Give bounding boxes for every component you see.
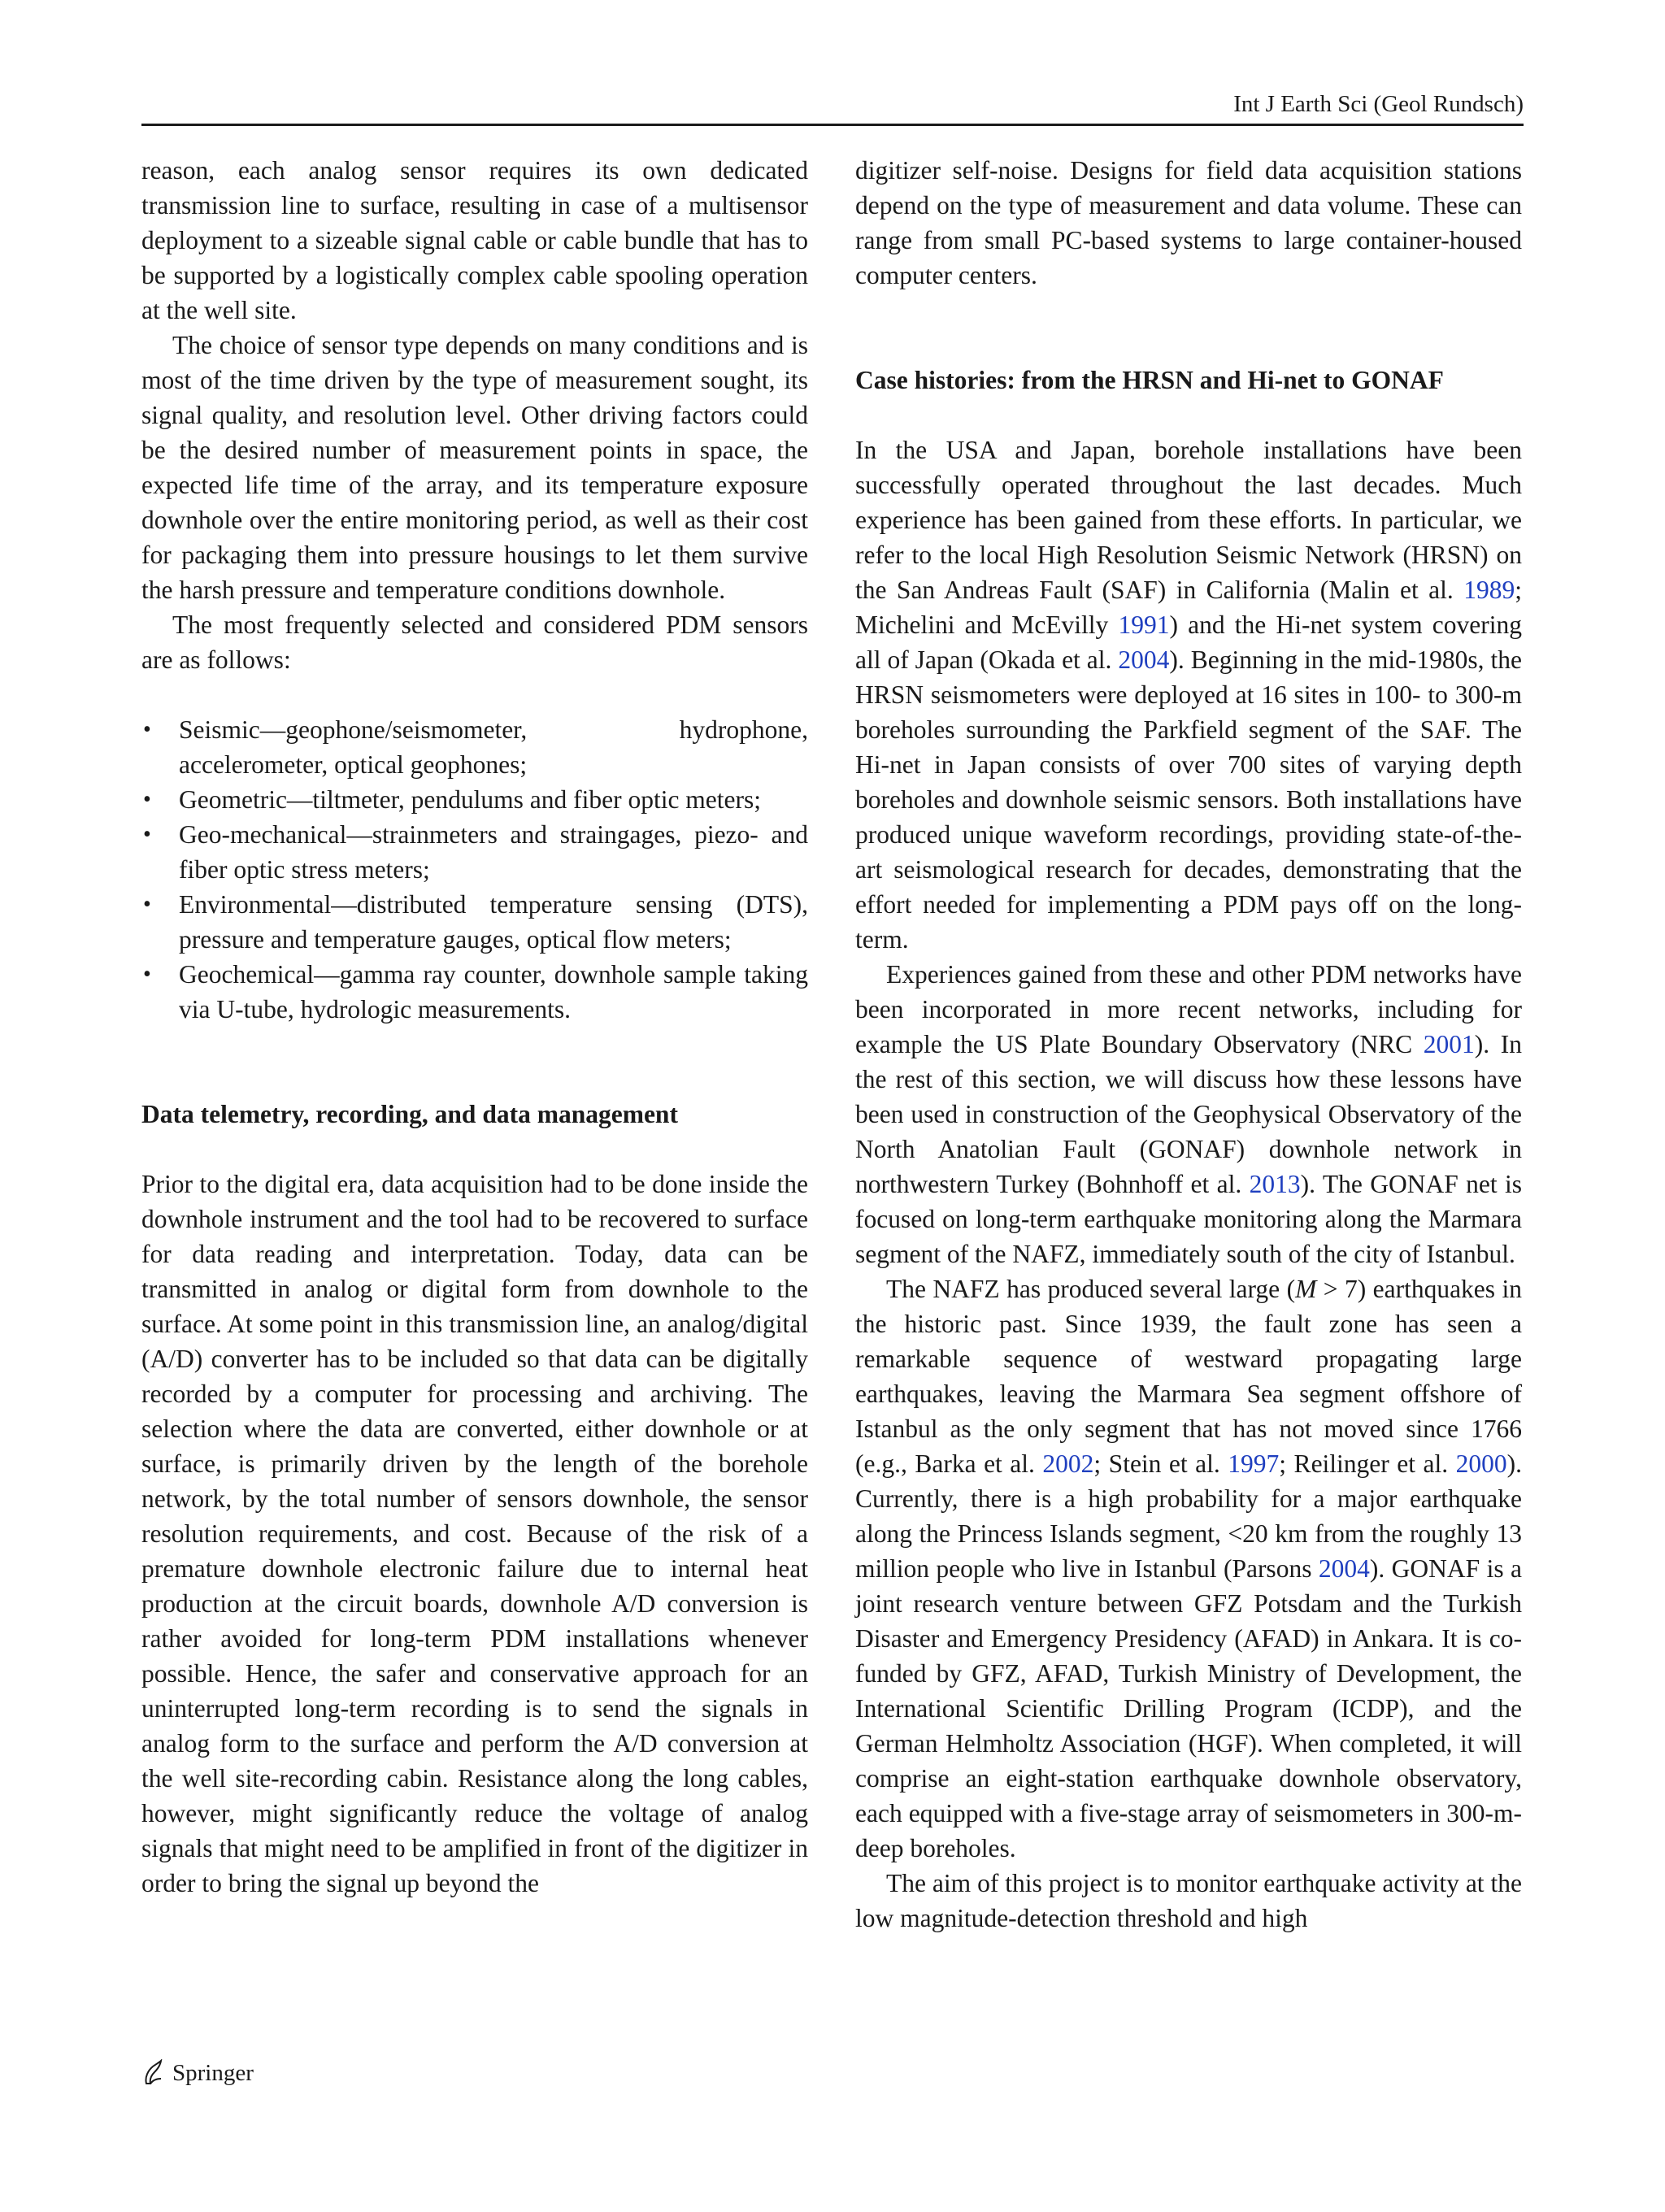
bullet: • [143, 787, 151, 812]
magnitude-symbol: M [1295, 1275, 1317, 1303]
citation-link[interactable]: 1997 [1228, 1449, 1280, 1478]
citation-link[interactable]: 2002 [1042, 1449, 1094, 1478]
bullet: • [143, 822, 151, 847]
running-header [141, 88, 1524, 126]
springer-logo-icon [141, 2059, 166, 2087]
citation-link[interactable]: 2004 [1318, 1554, 1370, 1583]
page-footer [141, 2055, 254, 2091]
right-paragraph-1: digitizer self-noise. Designs for field data acquisition stations depend on the type of measurement and data volume. These can range from small PC-based systems to large container-housed computer centers. [855, 156, 1522, 289]
right-paragraph-4: The NAFZ has produced several large (M > 7) earthquakes in the historic past. Since 1939, the fault zone has seen a remarkable sequence of westward propagating large earthquakes, leaving the Marmara Sea segment offshore of Istanbul as the only segment that has not moved since 1766 (e.g., Barka et al. 2002; Stein et al. 1997; Reilinger et al. 2000). Currently, there is a high probability for a major earthquake along the Princess Islands segment, <20 km from the roughly 13 million people who live in Istanbul (Parsons 2004). GONAF is a joint research venture between GFZ Potsdam and the Turkish Disaster and Emergency Presidency (AFAD) in Ankara. It is co-funded by GFZ, AFAD, Turkish Ministry of Development, the International Scientific Drilling Program (ICDP), and the German Helmholtz Association (HGF). When completed, it will comprise an eight-station earthquake downhole observatory, each equipped with a five-stage array of seismometers in 300-m-deep boreholes. [855, 1275, 1522, 1862]
bullet: • [143, 892, 151, 917]
left-paragraph-2: The choice of sensor type depends on many conditions and is most of the time driven by the type of measurement sought, its signal quality, and resolution level. Other driving factors could be the desired number of measurement points in space, the expected life time of the array, and its temperature exposure downhole over the entire monitoring period, as well as their cost for packaging them into pressure housings to let them survive the harsh pressure and temperature conditions downhole. [141, 331, 808, 604]
bullet: • [143, 962, 151, 987]
left-paragraph-1: reason, each analog sensor requires its own dedicated transmission line to surface, resulting in case of a multisensor deployment to a sizeable signal cable or cable bundle that has to be supported by a logistically complex cable spooling operation at the well site. [141, 156, 808, 324]
citation-link[interactable]: 1991 [1118, 611, 1170, 639]
citation-link[interactable]: 2004 [1118, 645, 1170, 674]
bullet: • [143, 717, 151, 742]
left-paragraph-3: The most frequently selected and considered PDM sensors are as follows: [141, 611, 808, 674]
right-paragraph-3: Experiences gained from these and other PDM networks have been incorporated in more recent networks, including for example the US Plate Boundary Observatory (NRC 2001). In the rest of this section, we will discuss how these lessons have been used in construction of the Geophysical Observatory of the North Anatolian Fault (GONAF) downhole network in northwestern Turkey (Bohnhoff et al. 2013). The GONAF net is focused on long-term earthquake monitoring along the Marmara segment of the NAFZ, immediately south of the city of Istanbul. [855, 960, 1522, 1268]
right-paragraph-2: In the USA and Japan, borehole installations have been successfully operated throughout the last decades. Much experience has been gained from these efforts. In particular, we refer to the local High Resolution Seismic Network (HRSN) on the San Andreas Fault (SAF) in California (Malin et al. 1989; Michelini and McEvilly 1991) and the Hi-net system covering all of Japan (Okada et al. 2004). Beginning in the mid-1980s, the HRSN seismometers were deployed at 16 sites in 100- to 300-m boreholes surrounding the Parkfield segment of the SAF. The Hi-net in Japan consists of over 700 sites of varying depth boreholes and downhole seismic sensors. Both installations have produced unique waveform recordings, providing state-of-the-art seismological research for decades, demonstrating that the effort needed for implementing a PDM pays off on the long-term. [855, 436, 1522, 954]
citation-link[interactable]: 2001 [1423, 1030, 1475, 1058]
section-heading-data-telemetry: Data telemetry, recording, and data management [141, 1100, 678, 1128]
left-paragraph-4: Prior to the digital era, data acquisition had to be done inside the downhole instrument and the tool had to be recovered to surface for data reading and interpretation. Today, data can be transmitted in analog or digital form from downhole to the surface. At some point in this transmission line, an analog/digital (A/D) converter has to be included so that data can be digitally recorded by a computer for processing and archiving. The selection where the data are converted, either downhole or at surface, is primarily driven by the length of the borehole network, by the total number of sensors downhole, the sensor resolution requirements, and cost. Because of the risk of a premature downhole electronic failure due to internal heat production at the circuit boards, downhole A/D conversion is rather avoided for long-term PDM installations whenever possible. Hence, the safer and conservative approach for an uninterrupted long-term recording is to send the signals in analog form to the surface and perform the A/D conversion at the well site-recording cabin. Resistance along the long cables, however, might significantly reduce the voltage of analog signals that might need to be amplified in front of the digitizer in order to bring the signal up beyond the [141, 1170, 808, 1897]
left-column [141, 153, 808, 1901]
list-item: • Seismic—geophone/seismometer, hydrophone, accelerometer, optical geophones; [141, 712, 808, 782]
section-heading-case-histories: Case histories: from the HRSN and Hi-net to GONAF [855, 366, 1444, 394]
publisher-name: Springer [172, 2060, 254, 2086]
list-item: • Geometric—tiltmeter, pendulums and fiber optic meters; [141, 782, 808, 817]
citation-link[interactable]: 2013 [1249, 1170, 1301, 1198]
journal-title: Int J Earth Sci (Geol Rundsch) [1233, 91, 1524, 117]
right-paragraph-5: The aim of this project is to monitor earthquake activity at the low magnitude-detection threshold and high [855, 1869, 1522, 1932]
sensor-list [141, 712, 808, 1027]
citation-link[interactable]: 1989 [1463, 576, 1515, 604]
list-item: • Environmental—distributed temperature sensing (DTS), pressure and temperature gauges, optical flow meters; [141, 887, 808, 957]
list-item: • Geochemical—gamma ray counter, downhole sample taking via U-tube, hydrologic measurements. [141, 957, 808, 1027]
right-column [855, 153, 1522, 1936]
list-item: • Geo-mechanical—strainmeters and straingages, piezo- and fiber optic stress meters; [141, 817, 808, 887]
citation-link[interactable]: 2000 [1455, 1449, 1507, 1478]
